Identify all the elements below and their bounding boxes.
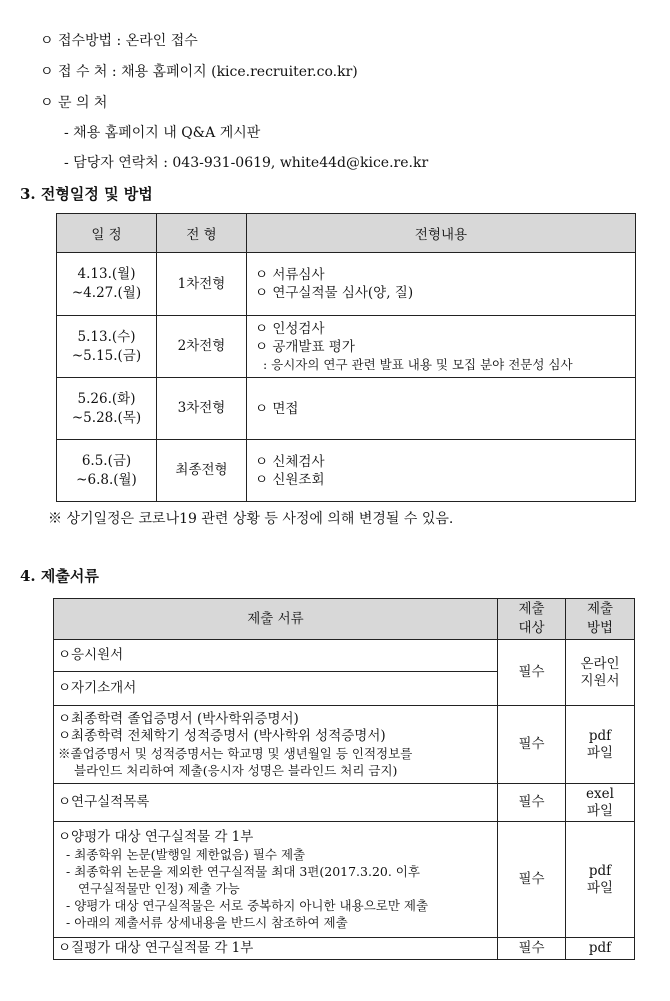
doc-target: 필수	[498, 822, 566, 938]
header-target-line: 대상	[518, 620, 545, 636]
header-stage: 전 형	[157, 214, 247, 253]
date-start: 5.13.(수)	[77, 328, 136, 345]
date-end: ~4.27.(월)	[71, 285, 142, 301]
content-item: ㅇ 인성검사	[255, 320, 325, 337]
inquiry-phone-email: - 담당자 연락처 : 043-931-0619, white44d@kice.re.kr	[64, 155, 429, 171]
header-method-line: 제출	[586, 601, 614, 617]
doc-target: 필수	[498, 938, 566, 960]
header-method	[566, 599, 635, 640]
date-end: ~5.28.(목)	[71, 409, 142, 426]
header-method-line: 방법	[586, 620, 614, 636]
schedule-table	[56, 213, 636, 502]
method-line: 지원서	[580, 672, 620, 689]
content-item: ㅇ 서류심사	[255, 267, 325, 283]
receipt-place: ㅇ 접 수 처 : 채용 홈페이지 (kice.recruiter.co.kr)	[40, 64, 358, 80]
section3-title: 3. 전형일정 및 방법	[20, 185, 153, 203]
row-content	[247, 440, 636, 502]
doc-target: 필수	[498, 706, 566, 784]
documents-table	[53, 598, 635, 960]
doc-quality-eval: ㅇ질평가 대상 연구실적물 각 1부	[54, 938, 498, 960]
doc-note: 블라인드 처리하여 제출(응시자 성명은 블라인드 처리 금지)	[74, 762, 398, 778]
row-stage: 2차전형	[157, 316, 247, 378]
doc-self-intro: ㅇ자기소개서	[54, 672, 498, 706]
section4-title: 4. 제출서류	[20, 567, 99, 585]
doc-method	[566, 706, 635, 784]
table-row	[57, 440, 636, 502]
header-target-line: 제출	[518, 601, 545, 617]
table-row	[54, 640, 635, 672]
method-line: exel	[586, 785, 614, 802]
doc-method	[566, 784, 635, 822]
content-item: ㅇ 연구실적물 심사(양, 질)	[255, 285, 414, 301]
table-row	[54, 706, 635, 784]
doc-research-list: ㅇ연구실적목록	[54, 784, 498, 822]
inquiry-label: ㅇ 문 의 처	[40, 95, 108, 111]
table-row	[54, 822, 635, 938]
doc-subitem: - 양평가 대상 연구실적물은 서로 중복하지 아니한 내용으로만 제출	[66, 897, 429, 913]
date-end: ~6.8.(월)	[76, 471, 137, 488]
doc-subitem: 연구실적물만 인정) 제출 가능	[78, 880, 240, 896]
date-end: ~5.15.(금)	[71, 347, 142, 364]
schedule-header-row	[57, 214, 636, 253]
doc-line: ㅇ최종학력 전체학기 성적증명서 (박사학위 성적증명서)	[58, 727, 386, 744]
header-target	[498, 599, 566, 640]
documents-header-row	[54, 599, 635, 640]
date-start: 6.5.(금)	[81, 452, 132, 469]
receipt-method: ㅇ 접수방법 : 온라인 접수	[40, 33, 198, 49]
row-stage: 최종전형	[157, 440, 247, 502]
doc-quantity-eval	[54, 822, 498, 938]
row-content	[247, 253, 636, 316]
doc-method: pdf	[566, 938, 635, 960]
row-date	[57, 253, 157, 316]
header-document: 제출 서류	[54, 599, 498, 640]
header-content: 전형내용	[247, 214, 636, 253]
content-item: ㅇ 신체검사	[255, 453, 325, 470]
doc-subitem: - 최종학위 논문을 제외한 연구실적물 최대 3편(2017.3.20. 이후	[66, 863, 420, 879]
doc-subitem: - 최종학위 논문(발행일 제한없음) 필수 제출	[66, 846, 306, 862]
method-line: 파일	[586, 744, 614, 761]
content-item: : 응시자의 연구 관련 발표 내용 및 모집 분야 전문성 심사	[255, 356, 573, 372]
content-item: ㅇ 면접	[255, 400, 299, 417]
doc-line: ㅇ최종학력 졸업증명서 (박사학위증명서)	[58, 710, 299, 727]
table-row	[54, 784, 635, 822]
table-row	[57, 253, 636, 316]
row-stage: 3차전형	[157, 378, 247, 440]
row-date	[57, 316, 157, 378]
schedule-note: ※ 상기일정은 코로나19 관련 상황 등 사정에 의해 변경될 수 있음.	[48, 511, 454, 527]
row-date	[57, 378, 157, 440]
row-date	[57, 440, 157, 502]
doc-note: ※졸업증명서 및 성적증명서는 학교명 및 생년월일 등 인적정보를	[58, 745, 413, 761]
content-item: ㅇ 신원조회	[255, 471, 325, 488]
doc-target: 필수	[498, 784, 566, 822]
doc-method	[566, 822, 635, 938]
table-row	[57, 378, 636, 440]
doc-method	[566, 640, 635, 706]
method-line: pdf	[588, 862, 612, 879]
inquiry-qa-board: - 채용 홈페이지 내 Q&A 게시판	[64, 125, 261, 141]
content-item: ㅇ 공개발표 평가	[255, 338, 355, 355]
method-line: 온라인	[580, 655, 620, 672]
method-line: pdf	[588, 727, 612, 744]
method-line: 파일	[586, 802, 614, 819]
doc-target: 필수	[498, 640, 566, 706]
doc-subitem: - 아래의 제출서류 상세내용을 반드시 참조하여 제출	[66, 914, 348, 930]
row-stage: 1차전형	[157, 253, 247, 316]
row-content	[247, 378, 636, 440]
table-row	[57, 316, 636, 378]
table-row	[54, 938, 635, 960]
header-date: 일 정	[57, 214, 157, 253]
date-start: 5.26.(화)	[77, 390, 136, 407]
row-content	[247, 316, 636, 378]
doc-application: ㅇ응시원서	[54, 640, 498, 672]
date-start: 4.13.(월)	[77, 266, 136, 282]
doc-line: ㅇ양평가 대상 연구실적물 각 1부	[58, 828, 254, 845]
doc-certificates	[54, 706, 498, 784]
method-line: 파일	[586, 879, 614, 896]
